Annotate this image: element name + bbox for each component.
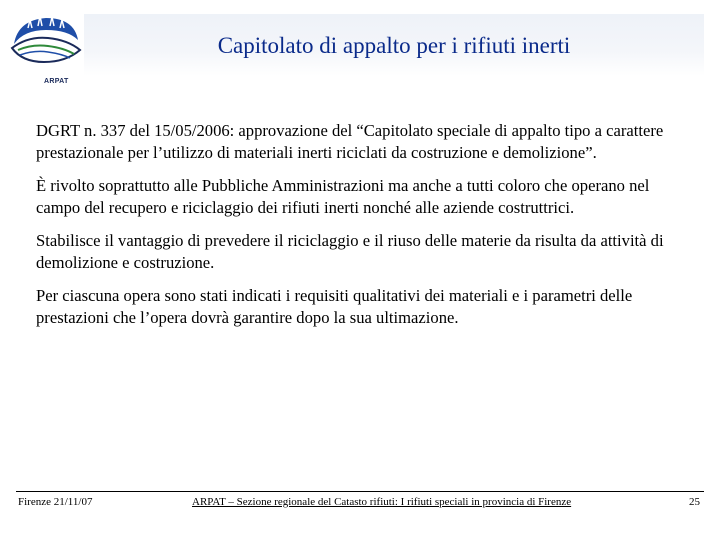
logo-text: ARPAT [44, 78, 69, 85]
paragraph-2: È rivolto soprattutto alle Pubbliche Amministrazioni ma anche a tutti coloro che operano nel campo del recupero e riciclaggio dei rifiuti inerti nonché alle aziende costruttrici. [36, 176, 650, 217]
slide-body [36, 120, 696, 340]
arpat-logo [8, 10, 84, 85]
footer-caption: ARPAT – Sezione regionale del Catasto rifiuti: I rifiuti speciali in provincia di Firenze [192, 496, 572, 508]
paragraph-3: Stabilisce il vantaggio di prevedere il riciclaggio e il riuso delle materie da risulta da attività di demolizione e costruzione. [36, 231, 664, 272]
footer-date: Firenze 21/11/07 [18, 496, 93, 508]
paragraph-1: DGRT n. 337 del 15/05/2006: approvazione del “Capitolato speciale di appalto tipo a carattere prestazionale per l’utilizzo di materiali inerti riciclati da costruzione e demolizione”. [36, 121, 664, 162]
page-number: 25 [689, 496, 700, 508]
paragraph-4: Per ciascuna opera sono stati indicati i requisiti qualitativi dei materiali e i parametri delle prestazioni che l’opera dovrà garantire dopo la sua ultimazione. [36, 286, 633, 327]
slide-title: Capitolato di appalto per i rifiuti inerti [217, 33, 571, 58]
arpat-logo-icon [8, 10, 84, 70]
footer-divider [16, 491, 704, 492]
